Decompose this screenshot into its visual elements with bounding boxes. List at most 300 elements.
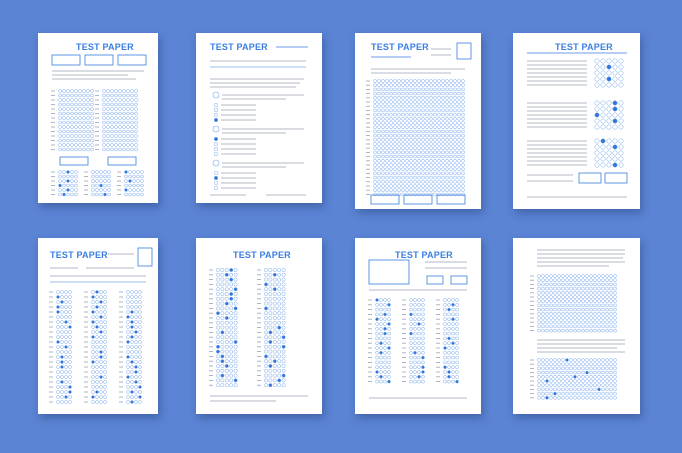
answer-bubble xyxy=(126,300,129,303)
answer-bubble xyxy=(443,298,446,301)
answer-bubble xyxy=(58,112,61,115)
answer-bubble-filled xyxy=(447,370,450,373)
answer-bubble xyxy=(457,109,460,112)
answer-bubble xyxy=(569,325,572,328)
answer-bubble xyxy=(221,316,224,319)
answer-bubble xyxy=(56,335,59,338)
answer-bubble xyxy=(216,340,219,343)
answer-bubble-filled xyxy=(225,302,228,305)
answer-bubble xyxy=(409,193,412,196)
answer-bubble xyxy=(445,138,448,141)
answer-bubble xyxy=(126,107,129,110)
answer-bubble xyxy=(130,395,133,398)
answer-bubble xyxy=(449,184,452,187)
answer-bubble xyxy=(373,172,376,175)
answer-bubble xyxy=(437,100,440,103)
answer-bubble xyxy=(234,316,237,319)
answer-bubble xyxy=(62,121,65,124)
answer-bubble xyxy=(86,130,89,133)
answer-bubble xyxy=(70,130,73,133)
answer-bubble xyxy=(597,304,600,307)
answer-bubble xyxy=(273,302,276,305)
answer-bubble xyxy=(449,105,452,108)
answer-bubble xyxy=(221,379,224,382)
answer-bubble xyxy=(393,96,396,99)
answer-bubble xyxy=(417,184,420,187)
answer-bubble xyxy=(124,175,127,178)
answer-bubble xyxy=(619,59,623,63)
answer-bubble xyxy=(397,121,400,124)
answer-bubble xyxy=(389,193,392,196)
answer-bubble xyxy=(455,361,458,364)
answer-bubble xyxy=(221,307,224,310)
answer-bubble xyxy=(385,126,388,129)
answer-bubble-filled xyxy=(234,288,237,291)
answer-bubble xyxy=(429,105,432,108)
answer-bubble xyxy=(541,312,544,315)
answer-bubble xyxy=(451,298,454,301)
answer-bubble xyxy=(68,370,71,373)
answer-bubble xyxy=(225,336,228,339)
answer-bubble xyxy=(437,142,440,145)
answer-bubble xyxy=(264,336,267,339)
answer-bubble xyxy=(549,300,552,303)
answer-bubble xyxy=(110,103,113,106)
answer-bubble xyxy=(441,172,444,175)
answer-bubble xyxy=(269,273,272,276)
answer-bubble xyxy=(102,121,105,124)
answer-bubble xyxy=(387,313,390,316)
answer-bubble xyxy=(561,392,564,395)
answer-bubble xyxy=(401,159,404,162)
answer-bubble xyxy=(449,100,452,103)
answer-bubble xyxy=(409,121,412,124)
answer-bubble xyxy=(82,139,85,142)
answer-bubble xyxy=(449,134,452,137)
answer-bubble-filled xyxy=(273,273,276,276)
answer-bubble xyxy=(405,159,408,162)
answer-bubble xyxy=(64,330,67,333)
answer-bubble xyxy=(385,168,388,171)
answer-bubble xyxy=(389,96,392,99)
answer-bubble xyxy=(393,126,396,129)
answer-bubble-filled xyxy=(216,350,219,353)
answer-bubble xyxy=(565,321,568,324)
answer-bubble xyxy=(397,130,400,133)
answer-bubble xyxy=(443,380,446,383)
answer-bubble xyxy=(537,316,540,319)
answer-bubble xyxy=(601,151,605,155)
answer-bubble xyxy=(597,279,600,282)
answer-bubble xyxy=(230,302,233,305)
answer-bubble xyxy=(597,363,600,366)
answer-bubble xyxy=(455,370,458,373)
answer-bubble xyxy=(595,145,599,149)
answer-bubble xyxy=(541,379,544,382)
answer-bubble-filled xyxy=(383,327,386,330)
answer-bubble xyxy=(397,163,400,166)
answer-bubble xyxy=(421,308,424,311)
answer-bubble xyxy=(216,278,219,281)
answer-bubble-filled xyxy=(379,342,382,345)
answer-bubble xyxy=(68,345,71,348)
answer-bubble xyxy=(389,147,392,150)
answer-bubble xyxy=(573,329,576,332)
answer-bubble xyxy=(216,283,219,286)
answer-bubble xyxy=(140,193,143,196)
answer-bubble xyxy=(561,379,564,382)
answer-bubble xyxy=(60,315,63,318)
answer-bubble xyxy=(401,134,404,137)
answer-bubble xyxy=(413,151,416,154)
answer-bubble xyxy=(91,184,94,187)
answer-bubble xyxy=(597,308,600,311)
answer-bubble xyxy=(95,179,98,182)
answer-bubble xyxy=(381,189,384,192)
answer-bubble xyxy=(375,327,378,330)
answer-bubble xyxy=(413,163,416,166)
answer-bubble xyxy=(613,274,616,277)
answer-bubble xyxy=(373,163,376,166)
answer-bubble xyxy=(449,117,452,120)
answer-bubble xyxy=(225,345,228,348)
answer-bubble xyxy=(401,151,404,154)
answer-bubble xyxy=(103,350,106,353)
answer-bubble xyxy=(581,316,584,319)
answer-bubble xyxy=(449,176,452,179)
answer-bubble xyxy=(405,84,408,87)
answer-bubble xyxy=(128,175,131,178)
answer-bubble xyxy=(453,168,456,171)
answer-bubble xyxy=(457,134,460,137)
answer-bubble xyxy=(397,176,400,179)
answer-bubble xyxy=(99,395,102,398)
answer-bubble xyxy=(589,283,592,286)
answer-bubble xyxy=(122,103,125,106)
answer-bubble xyxy=(609,358,612,361)
answer-bubble xyxy=(373,151,376,154)
answer-bubble xyxy=(429,130,432,133)
answer-bubble xyxy=(425,142,428,145)
answer-bubble xyxy=(553,295,556,298)
answer-bubble xyxy=(453,84,456,87)
answer-bubble xyxy=(134,89,137,92)
answer-bubble xyxy=(413,366,416,369)
answer-bubble xyxy=(230,355,233,358)
answer-bubble xyxy=(86,94,89,97)
answer-bubble xyxy=(613,363,616,366)
answer-bubble xyxy=(441,100,444,103)
answer-bubble xyxy=(383,342,386,345)
answer-bubble-filled xyxy=(91,395,94,398)
answer-bubble xyxy=(405,79,408,82)
answer-bubble xyxy=(433,189,436,192)
answer-bubble xyxy=(437,126,440,129)
answer-bubble xyxy=(457,184,460,187)
answer-bubble xyxy=(387,308,390,311)
answer-bubble xyxy=(373,100,376,103)
answer-bubble xyxy=(561,295,564,298)
answer-bubble xyxy=(103,360,106,363)
answer-bubble xyxy=(455,303,458,306)
answer-bubble xyxy=(609,379,612,382)
answer-bubble xyxy=(225,297,228,300)
answer-bubble xyxy=(234,374,237,377)
answer-bubble xyxy=(589,325,592,328)
answer-bubble xyxy=(110,148,113,151)
answer-bubble xyxy=(377,79,380,82)
answer-bubble xyxy=(221,340,224,343)
answer-bubble xyxy=(449,168,452,171)
answer-bubble xyxy=(397,134,400,137)
answer-bubble xyxy=(589,358,592,361)
answer-bubble xyxy=(593,283,596,286)
answer-bubble xyxy=(429,96,432,99)
answer-bubble xyxy=(381,138,384,141)
answer-bubble xyxy=(607,139,611,143)
answer-bubble xyxy=(457,142,460,145)
answer-bubble xyxy=(393,117,396,120)
answer-bubble xyxy=(443,356,446,359)
answer-bubble xyxy=(103,385,106,388)
answer-bubble xyxy=(613,312,616,315)
answer-bubble xyxy=(417,298,420,301)
answer-bubble xyxy=(95,355,98,358)
answer-bubble xyxy=(377,172,380,175)
answer-bubble xyxy=(381,105,384,108)
answer-bubble xyxy=(545,308,548,311)
answer-bubble xyxy=(429,142,432,145)
answer-bubble xyxy=(425,105,428,108)
answer-bubble xyxy=(107,175,110,178)
answer-bubble xyxy=(557,367,560,370)
answer-bubble-filled xyxy=(214,176,218,180)
answer-bubble xyxy=(573,279,576,282)
answer-bubble xyxy=(593,392,596,395)
answer-bubble xyxy=(273,316,276,319)
answer-bubble xyxy=(62,125,65,128)
answer-bubble xyxy=(573,384,576,387)
answer-bubble xyxy=(95,395,98,398)
answer-bubble xyxy=(134,103,137,106)
answer-bubble-filled xyxy=(230,297,233,300)
answer-bubble xyxy=(103,290,106,293)
answer-bubble xyxy=(401,92,404,95)
answer-bubble xyxy=(549,392,552,395)
answer-bubble-filled xyxy=(225,364,228,367)
answer-bubble xyxy=(421,361,424,364)
answer-bubble xyxy=(91,350,94,353)
answer-bubble xyxy=(230,312,233,315)
answer-bubble xyxy=(389,180,392,183)
answer-bubble xyxy=(68,335,71,338)
answer-bubble xyxy=(56,290,59,293)
answer-bubble xyxy=(545,392,548,395)
answer-bubble xyxy=(264,321,267,324)
answer-bubble xyxy=(553,363,556,366)
answer-bubble xyxy=(585,329,588,332)
answer-bubble xyxy=(447,356,450,359)
answer-bubble xyxy=(234,360,237,363)
answer-bubble-filled xyxy=(387,380,390,383)
answer-bubble-filled xyxy=(387,322,390,325)
answer-bubble xyxy=(449,121,452,124)
answer-bubble xyxy=(405,155,408,158)
answer-bubble xyxy=(461,109,464,112)
answer-bubble xyxy=(68,300,71,303)
answer-bubble xyxy=(264,288,267,291)
answer-bubble xyxy=(565,295,568,298)
answer-bubble xyxy=(138,365,141,368)
answer-bubble xyxy=(413,327,416,330)
answer-bubble xyxy=(453,151,456,154)
answer-bubble xyxy=(122,112,125,115)
answer-bubble xyxy=(553,329,556,332)
answer-bubble xyxy=(136,193,139,196)
answer-bubble xyxy=(134,295,137,298)
answer-bubble-filled xyxy=(126,315,129,318)
answer-bubble xyxy=(405,142,408,145)
answer-bubble xyxy=(541,304,544,307)
answer-bubble xyxy=(561,363,564,366)
answer-bubble xyxy=(421,147,424,150)
answer-bubble xyxy=(605,363,608,366)
answer-bubble-filled xyxy=(56,305,59,308)
answer-bubble xyxy=(102,94,105,97)
answer-bubble xyxy=(126,98,129,101)
answer-bubble xyxy=(453,189,456,192)
answer-bubble xyxy=(126,385,129,388)
answer-bubble xyxy=(445,163,448,166)
answer-bubble xyxy=(134,390,137,393)
answer-bubble xyxy=(234,312,237,315)
answer-bubble xyxy=(377,92,380,95)
answer-bubble xyxy=(437,88,440,91)
answer-bubble xyxy=(449,130,452,133)
answer-bubble xyxy=(64,355,67,358)
answer-bubble xyxy=(457,92,460,95)
answer-bubble xyxy=(393,100,396,103)
answer-bubble xyxy=(417,337,420,340)
answer-bubble xyxy=(401,189,404,192)
answer-bubble xyxy=(429,121,432,124)
answer-bubble xyxy=(387,332,390,335)
answer-bubble xyxy=(278,355,281,358)
answer-bubble xyxy=(457,88,460,91)
answer-bubble xyxy=(585,279,588,282)
answer-bubble xyxy=(126,125,129,128)
answer-bubble xyxy=(114,134,117,137)
answer-bubble xyxy=(230,326,233,329)
answer-bubble xyxy=(573,316,576,319)
answer-bubble xyxy=(99,380,102,383)
answer-bubble xyxy=(595,101,599,105)
answer-bubble xyxy=(573,291,576,294)
answer-bubble xyxy=(597,287,600,290)
answer-bubble xyxy=(549,384,552,387)
answer-bubble xyxy=(134,315,137,318)
answer-bubble xyxy=(561,308,564,311)
answer-bubble xyxy=(441,176,444,179)
answer-bubble xyxy=(379,356,382,359)
answer-bubble xyxy=(429,113,432,116)
answer-bubble xyxy=(401,130,404,133)
answer-bubble xyxy=(445,109,448,112)
answer-bubble xyxy=(421,298,424,301)
answer-bubble xyxy=(90,130,93,133)
answer-bubble xyxy=(437,172,440,175)
answer-bubble-filled xyxy=(221,374,224,377)
answer-bubble xyxy=(58,130,61,133)
answer-bubble xyxy=(569,287,572,290)
answer-bubble xyxy=(102,103,105,106)
answer-bubble xyxy=(417,109,420,112)
answer-bubble xyxy=(264,326,267,329)
answer-bubble xyxy=(134,400,137,403)
answer-bubble xyxy=(417,96,420,99)
answer-bubble xyxy=(453,180,456,183)
answer-bubble xyxy=(451,308,454,311)
answer-bubble xyxy=(379,370,382,373)
answer-bubble xyxy=(74,134,77,137)
answer-bubble xyxy=(130,350,133,353)
answer-bubble xyxy=(537,379,540,382)
answer-bubble xyxy=(78,130,81,133)
answer-bubble xyxy=(453,92,456,95)
answer-bubble xyxy=(549,371,552,374)
answer-bubble xyxy=(565,287,568,290)
answer-bubble xyxy=(441,151,444,154)
answer-bubble xyxy=(565,371,568,374)
answer-bubble xyxy=(82,121,85,124)
answer-bubble xyxy=(103,340,106,343)
answer-bubble xyxy=(619,77,623,81)
answer-bubble xyxy=(216,273,219,276)
answer-bubble xyxy=(425,88,428,91)
answer-bubble xyxy=(377,176,380,179)
answer-bubble xyxy=(455,342,458,345)
answer-bubble xyxy=(581,274,584,277)
answer-bubble xyxy=(387,361,390,364)
answer-bubble xyxy=(107,184,110,187)
answer-bubble-filled xyxy=(126,375,129,378)
answer-bubble xyxy=(541,388,544,391)
answer-bubble xyxy=(433,172,436,175)
answer-bubble xyxy=(387,342,390,345)
answer-bubble xyxy=(126,116,129,119)
answer-bubble xyxy=(413,84,416,87)
answer-bubble xyxy=(60,375,63,378)
answer-bubble xyxy=(433,134,436,137)
answer-bubble xyxy=(282,312,285,315)
answer-bubble xyxy=(385,159,388,162)
answer-bubble-filled xyxy=(553,392,556,395)
answer-bubble xyxy=(429,79,432,82)
answer-bubble xyxy=(437,193,440,196)
answer-bubble xyxy=(381,147,384,150)
answer-bubble xyxy=(78,139,81,142)
answer-bubble xyxy=(377,189,380,192)
answer-bubble xyxy=(421,163,424,166)
answer-bubble xyxy=(273,326,276,329)
answer-bubble xyxy=(557,287,560,290)
answer-bubble xyxy=(581,325,584,328)
answer-bubble xyxy=(545,388,548,391)
sheet-1 xyxy=(38,33,158,203)
answer-bubble xyxy=(449,84,452,87)
answer-bubble xyxy=(230,307,233,310)
answer-bubble xyxy=(585,295,588,298)
